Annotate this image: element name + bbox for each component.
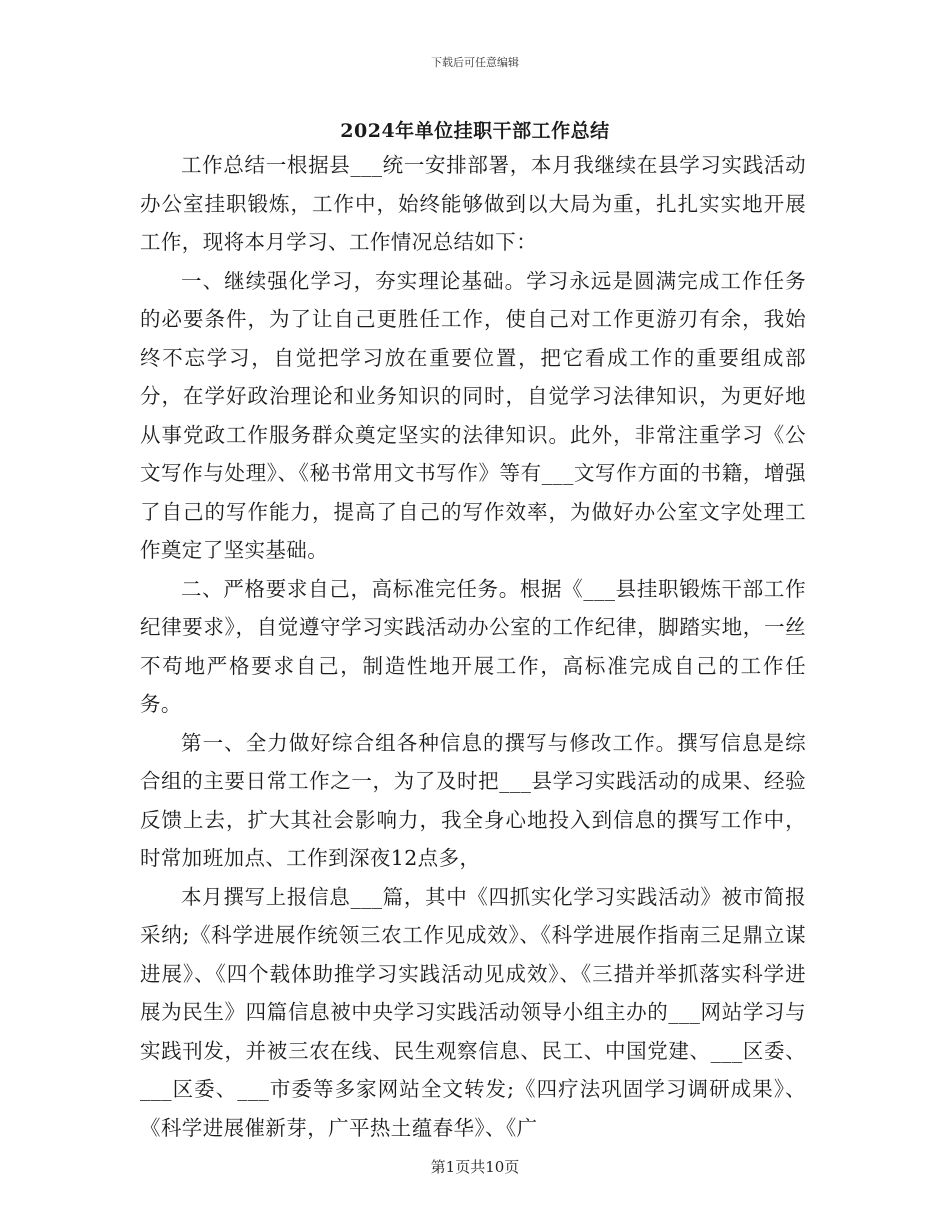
paragraph-monthly-report: 本月撰写上报信息___篇，其中《四抓实化学习实践活动》被市简报采纳;《科学进展作统领三农工作见成效》、《科学进展作指南三足鼎立谋进展》、《四个载体助推学习实践活动见成效》、《三措并举抓落实科学进展为民生》四篇信息被中央学习实践活动领导小组主办的___网站学习与实践刊发，并被三农在线、民生观察信息、民工、中国党建、___区委、___区委、___市委等多家网站全文转发;《四疗法巩固学习调研成果》、《科学进展催新芽，广平热土蕴春华》、《广 [140,884,806,1140]
page-header-note: 下载后可任意编辑 [431,56,519,69]
paragraph-information-writing: 第一、全力做好综合组各种信息的撰写与修改工作。撰写信息是综合组的主要日常工作之一，为了及时把___县学习实践活动的成果、经验反馈上去，扩大其社会影响力，我全身心地投入到信息的撰写工作中，时常加班加点、工作到深夜12点多， [140,730,806,870]
paragraph-study: 一、继续强化学习，夯实理论基础。学习永远是圆满完成工作任务的必要条件，为了让自己更胜任工作，使自己对工作更游刃有余，我始终不忘学习，自觉把学习放在重要位置，把它看成工作的重要组成部分，在学好政治理论和业务知识的同时，自觉学习法律知识，为更好地从事党政工作服务群众奠定坚实的法律知识。此外，非常注重学习《公文写作与处理》、《秘书常用文书写作》等有___文写作方面的书籍，增强了自己的写作能力，提高了自己的写作效率，为做好办公室文字处理工作奠定了坚实基础。 [140,268,806,562]
page-number: 第1页共10页 [430,1158,520,1176]
paragraph-discipline: 二、严格要求自己，高标准完任务。根据《___县挂职锻炼干部工作纪律要求》，自觉遵守学习实践活动办公室的工作纪律，脚踏实地，一丝不苟地严格要求自己，制造性地开展工作，高标准完成自己的工作任务。 [140,576,806,716]
document-title: 2024年单位挂职干部工作总结 [340,120,610,142]
paragraph-intro: 工作总结一根据县___统一安排部署，本月我继续在县学习实践活动办公室挂职锻炼，工作中，始终能够做到以大局为重，扎扎实实地开展工作，现将本月学习、工作情况总结如下： [140,153,806,254]
document-body [140,146,806,1147]
